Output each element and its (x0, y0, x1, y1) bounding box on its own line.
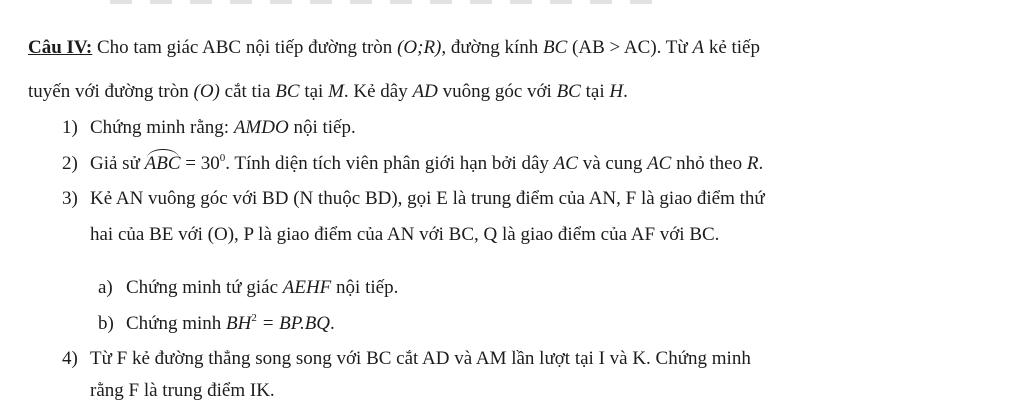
question-1: 1) Chứng minh rằng: AMDO nội tiếp. (62, 117, 356, 138)
problem-intro-line-2: tuyến với đường tròn (O) cắt tia BC tại M. Kẻ dây AD vuông góc với BC tại H. (28, 81, 628, 102)
question-3-line-1: 3) Kẻ AN vuông góc với BD (N thuộc BD), gọi E là trung điểm của AN, F là giao điểm thứ (62, 188, 765, 209)
problem-title: Câu IV: (28, 37, 93, 58)
subquestion-label: a) (98, 277, 113, 298)
problem-intro-line-1: Câu IV: Cho tam giác ABC nội tiếp đường tròn (O;R), đường kính BC (AB > AC). Từ A kẻ tiếp (28, 37, 760, 58)
square-exponent: 2 (251, 312, 257, 324)
question-2: 2) Giả sử ABC = $30^0$. Tính diện tích viên phân giới hạn bởi dây AC và cung AC nhỏ theo R. (62, 152, 764, 174)
question-number: 3) (62, 188, 78, 209)
question-4-line-2: rằng F là trung điểm IK. (90, 380, 275, 401)
question-3a: a) Chứng minh tứ giác AEHF nội tiếp. (98, 277, 399, 298)
question-number: 2) (62, 153, 78, 174)
question-3-line-2: hai của BE với (O), P là giao điểm của AN với BC, Q là giao điểm của AF với BC. (90, 224, 720, 245)
degree-superscript: 0 (219, 152, 226, 164)
arc-angle: ABC (144, 153, 181, 174)
question-number: 4) (62, 348, 78, 369)
cropped-previous-text (110, 0, 670, 4)
subquestion-label: b) (98, 313, 114, 334)
question-number: 1) (62, 117, 78, 138)
question-3b: b) Chứng minh $BH^2 = BP.BQ$. (98, 312, 335, 334)
question-4-line-1: 4) Từ F kẻ đường thẳng song song với BC cắt AD và AM lần lượt tại I và K. Chứng minh (62, 348, 751, 369)
